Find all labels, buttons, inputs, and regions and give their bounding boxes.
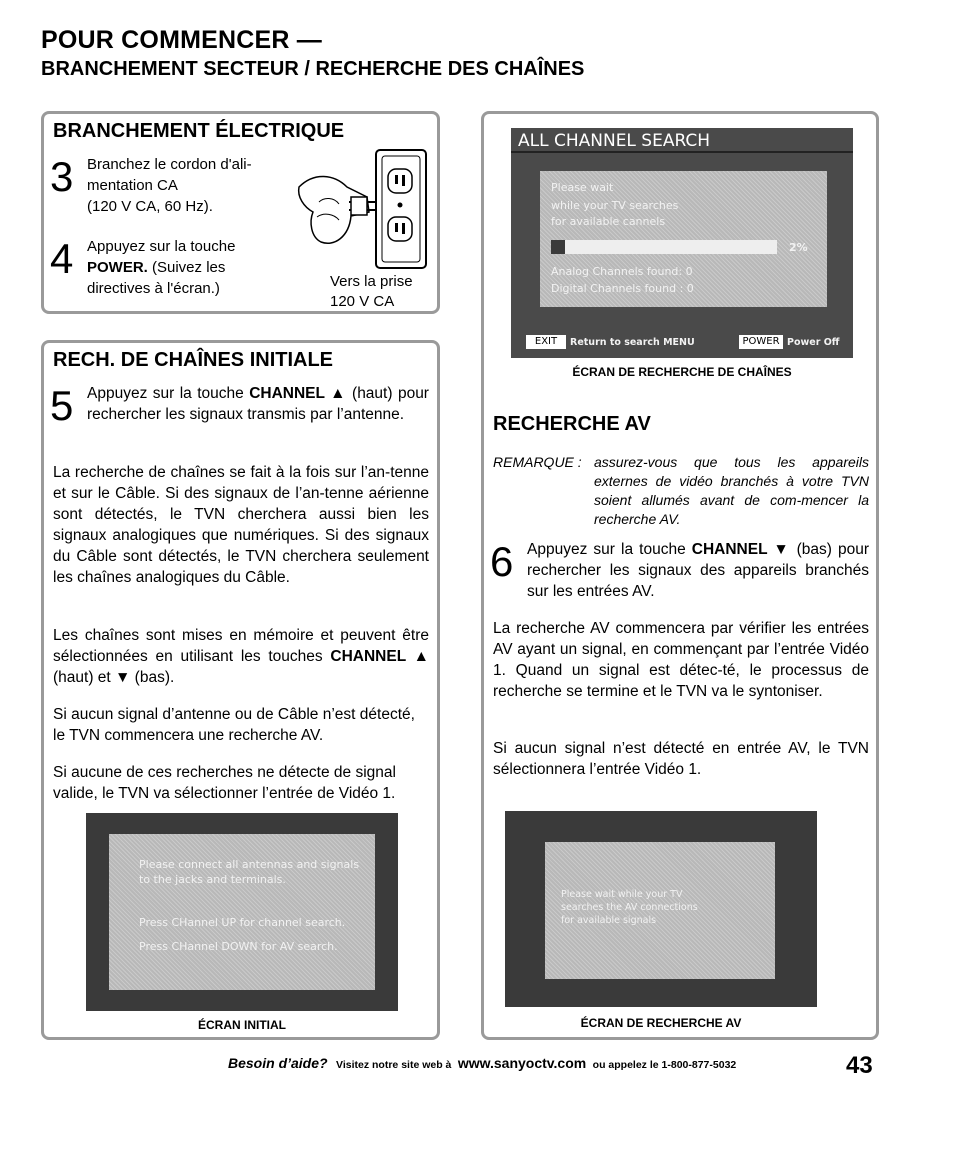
step-5-number: 5	[50, 382, 74, 429]
initial-search-paragraph-4: Si aucune de ces recherches ne détecte de signal valide, le TVN va sélectionner l’entrée de Vidéo 1.	[53, 764, 396, 802]
av-screen-line-2: searches the AV connections	[561, 902, 698, 913]
av-screen-line-1: Please wait while your TV	[561, 889, 683, 900]
initial-screen-line-4: Press CHannel DOWN for AV search.	[139, 940, 338, 953]
step-3-text: Branchez le cordon d'ali- mentation CA (120 V CA, 60 Hz).	[87, 156, 252, 215]
page-subtitle: BRANCHEMENT SECTEUR / RECHERCHE DES CHAÎNES	[41, 58, 585, 80]
initial-screen-line-1: Please connect all antennas and signals	[139, 858, 360, 871]
note-label: REMARQUE :	[493, 454, 582, 470]
step-5-text: Appuyez sur la touche CHANNEL ▲ (haut) pour rechercher les signaux transmis par l’antenne.	[87, 385, 429, 423]
initial-screen-line-2: to the jacks and terminals.	[139, 873, 286, 886]
search-progress-label: 2%	[789, 241, 808, 254]
channel-search-screen-title: ALL CHANNEL SEARCH	[518, 131, 711, 151]
exit-button[interactable]: EXIT	[526, 335, 566, 349]
av-search-paragraph-1: La recherche AV commencera par vérifier les entrées AV ayant un signal, en commençant par l’entrée Vidéo 1. Quand un signal est détec-té, le processus de recherche se termine et le TVN va le syntoniser.	[493, 620, 869, 700]
power-connection-title: BRANCHEMENT ÉLECTRIQUE	[53, 120, 345, 142]
step-3-number: 3	[50, 153, 74, 200]
initial-search-paragraph-1: La recherche de chaînes se fait à la fois sur l’an-tenne et sur le Câble. Si des signaux de l’an-tenne aérienne sont détectés, le TVN cherchera aussi bien les signaux analogiques que numériques. Si des signaux du Câble sont détectés, le TVN cherchera seulement les chaînes analogiques du Câble.	[53, 464, 429, 586]
search-wait-line-2: while your TV searches	[551, 199, 679, 212]
step-4-number: 4	[50, 235, 74, 282]
channel-search-screen	[511, 128, 853, 358]
note-text: assurez-vous que tous les appareils externes de vidéo branchés à votre TVN soient allumés avant de com-mencer la recherche AV.	[594, 454, 869, 527]
footer-help: Besoin d’aide? Visitez notre site web à www.sanyoctv.com ou appelez le 1-800-877-5032	[228, 1055, 737, 1071]
av-search-caption: ÉCRAN DE RECHERCHE AV	[580, 1016, 742, 1030]
search-wait-line-3: for available cannels	[551, 215, 666, 228]
initial-search-paragraph-3: Si aucun signal d’antenne ou de Câble n’est détecté, le TVN commencera une recherche AV.	[53, 706, 415, 744]
av-search-paragraph-2: Si aucun signal n’est détecté en entrée AV, le TVN sélectionnera l’entrée Vidéo 1.	[493, 740, 869, 778]
outlet-caption: Vers la prise 120 V CA	[330, 273, 413, 310]
initial-search-box	[41, 340, 440, 1040]
initial-search-title: RECH. DE CHAÎNES INITIALE	[53, 349, 334, 371]
step-6-text: Appuyez sur la touche CHANNEL ▼ (bas) pour rechercher les signaux des appareils branchés sur les entrées AV.	[527, 541, 869, 600]
initial-screen-line-3: Press CHannel UP for channel search.	[139, 916, 346, 929]
power-button[interactable]: POWER	[739, 335, 783, 349]
right-box	[481, 111, 879, 1040]
power-connection-box	[41, 111, 440, 314]
page-number: 43	[846, 1052, 873, 1079]
power-description: Power Off	[787, 337, 840, 348]
step-4-text: Appuyez sur la touche POWER. (Suivez les directives à l'écran.)	[87, 238, 236, 297]
av-search-title: RECHERCHE AV	[493, 413, 651, 435]
search-progress-bar	[551, 240, 777, 254]
initial-search-paragraph-2: Les chaînes sont mises en mémoire et peuvent être sélectionnées en utilisant les touches CHANNEL ▲ (haut) et ▼ (bas).	[53, 627, 429, 686]
av-search-screen	[505, 811, 817, 1007]
channel-search-caption: ÉCRAN DE RECHERCHE DE CHAÎNES	[572, 365, 792, 379]
initial-screen-caption: ÉCRAN INITIAL	[198, 1018, 286, 1032]
av-screen-line-3: for available signals	[561, 915, 657, 926]
analog-channels-found: Analog Channels found: 0	[551, 265, 693, 278]
initial-screen	[86, 813, 398, 1011]
exit-description: Return to search MENU	[570, 337, 695, 348]
search-progress-fill	[551, 240, 565, 254]
page-title: POUR COMMENCER —	[41, 26, 322, 54]
channel-search-divider	[511, 151, 853, 153]
step-6-number: 6	[490, 538, 514, 585]
search-wait-line-1: Please wait	[551, 181, 614, 194]
power-outlet-illustration	[289, 142, 439, 277]
digital-channels-found: Digital Channels found : 0	[551, 282, 694, 295]
website-link[interactable]: www.sanyoctv.com	[457, 1055, 587, 1071]
